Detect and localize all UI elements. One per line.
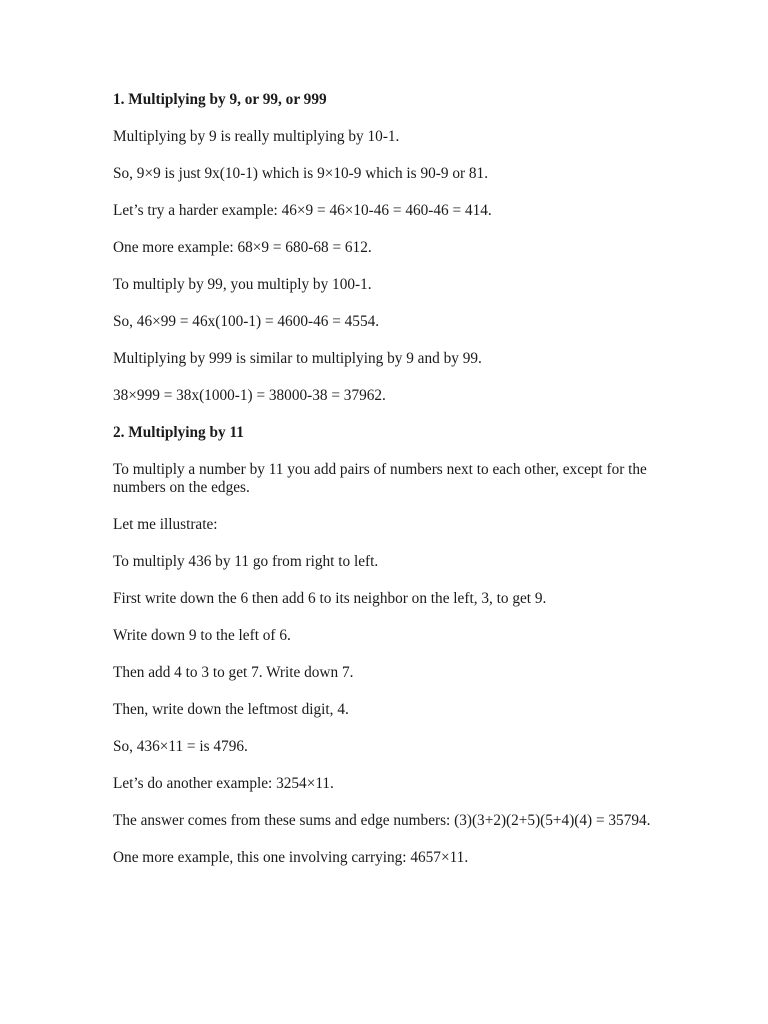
paragraph: So, 46×99 = 46x(100-1) = 4600-46 = 4554. — [113, 313, 380, 330]
paragraph: To multiply 436 by 11 go from right to left. — [113, 553, 379, 570]
paragraph: Let’s try a harder example: 46×9 = 46×10-46 = 460-46 = 414. — [113, 202, 492, 219]
paragraph: One more example, this one involving carrying: 4657×11. — [113, 849, 469, 866]
paragraph: One more example: 68×9 = 680-68 = 612. — [113, 239, 372, 256]
paragraph: First write down the 6 then add 6 to its neighbor on the left, 3, to get 9. — [113, 590, 547, 607]
document-body — [113, 91, 653, 886]
paragraph: Then add 4 to 3 to get 7. Write down 7. — [113, 664, 354, 681]
paragraph: So, 9×9 is just 9x(10-1) which is 9×10-9 which is 90-9 or 81. — [113, 165, 489, 182]
paragraph: 38×999 = 38x(1000-1) = 38000-38 = 37962. — [113, 387, 386, 404]
paragraph: Then, write down the leftmost digit, 4. — [113, 701, 349, 718]
paragraph: Let’s do another example: 3254×11. — [113, 775, 334, 792]
paragraph: Let me illustrate: — [113, 516, 218, 533]
section-heading-multiplying-by-9: 1. Multiplying by 9, or 99, or 999 — [113, 91, 327, 108]
section-heading-multiplying-by-11: 2. Multiplying by 11 — [113, 424, 244, 441]
paragraph: Multiplying by 9 is really multiplying by 10-1. — [113, 128, 400, 145]
paragraph: So, 436×11 = is 4796. — [113, 738, 248, 755]
paragraph: To multiply by 99, you multiply by 100-1. — [113, 276, 372, 293]
paragraph: To multiply a number by 11 you add pairs of numbers next to each other, except for the numbers on the edges. — [113, 461, 651, 496]
paragraph: Multiplying by 999 is similar to multiplying by 9 and by 99. — [113, 350, 482, 367]
paragraph: The answer comes from these sums and edge numbers: (3)(3+2)(2+5)(5+4)(4) = 35794. — [113, 812, 651, 829]
paragraph: Write down 9 to the left of 6. — [113, 627, 291, 644]
